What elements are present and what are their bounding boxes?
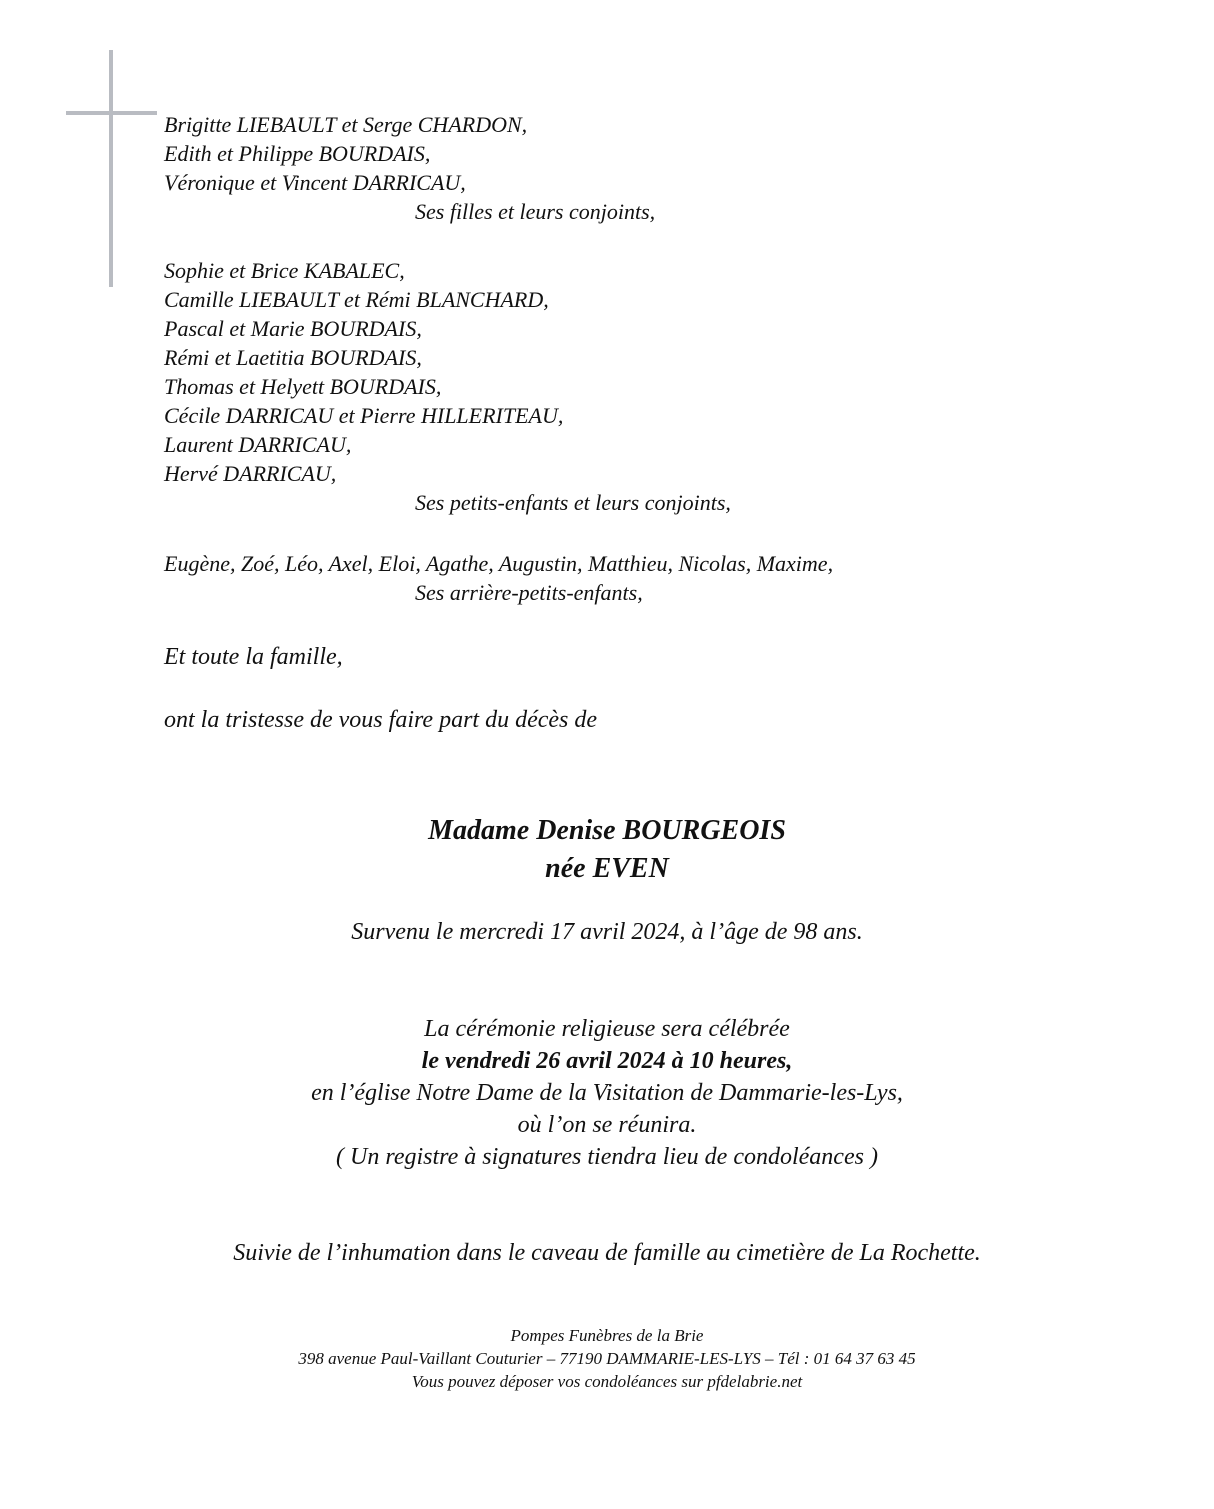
family-line: Et toute la famille,	[164, 644, 343, 670]
ceremony-place: en l’église Notre Dame de la Visitation de Dammarie-les-Lys,	[311, 1080, 903, 1106]
grandchild-line: Sophie et Brice KABALEC,	[164, 258, 405, 283]
daughter-line: Edith et Philippe BOURDAIS,	[164, 141, 431, 166]
footer-condolences: Vous pouvez déposer vos condoléances sur pfdelabrie.net	[411, 1372, 803, 1391]
great-grandchildren-block	[164, 549, 833, 607]
grandchildren-caption: Ses petits-enfants et leurs conjoints,	[415, 490, 731, 515]
grandchild-line: Thomas et Helyett BOURDAIS,	[164, 374, 442, 399]
deceased-maiden-name: née EVEN	[545, 853, 669, 884]
great-grandchildren-names: Eugène, Zoé, Léo, Axel, Eloi, Agathe, Augustin, Matthieu, Nicolas, Maxime,	[164, 551, 834, 576]
deceased-name: Madame Denise BOURGEOIS	[428, 815, 786, 846]
ceremony-registry-note: ( Un registre à signatures tiendra lieu de condoléances )	[336, 1144, 878, 1170]
footer-company: Pompes Funèbres de la Brie	[510, 1326, 704, 1345]
deceased-name-block	[0, 812, 1214, 888]
cross-horizontal-bar	[66, 111, 157, 115]
daughters-block	[164, 110, 655, 226]
announcement-line: ont la tristesse de vous faire part du décès de	[164, 707, 598, 733]
daughters-caption: Ses filles et leurs conjoints,	[415, 199, 656, 224]
burial-line: Suivie de l’inhumation dans le caveau de famille au cimetière de La Rochette.	[233, 1240, 981, 1266]
cross-vertical-bar	[109, 50, 113, 287]
grandchild-line: Rémi et Laetitia BOURDAIS,	[164, 345, 422, 370]
death-date-line: Survenu le mercredi 17 avril 2024, à l’âge de 98 ans.	[351, 919, 863, 945]
grandchild-line: Cécile DARRICAU et Pierre HILLERITEAU,	[164, 403, 564, 428]
footer	[0, 1324, 1214, 1393]
ceremony-date-time: le vendredi 26 avril 2024 à 10 heures,	[421, 1048, 793, 1074]
daughter-line: Véronique et Vincent DARRICAU,	[164, 170, 466, 195]
grandchild-line: Laurent DARRICAU,	[164, 432, 352, 457]
grandchildren-block	[164, 256, 731, 517]
ceremony-intro: La cérémonie religieuse sera célébrée	[424, 1016, 790, 1042]
grandchild-line: Hervé DARRICAU,	[164, 461, 337, 486]
ceremony-gathering: où l’on se réunira.	[517, 1112, 697, 1138]
grandchild-line: Pascal et Marie BOURDAIS,	[164, 316, 422, 341]
grandchild-line: Camille LIEBAULT et Rémi BLANCHARD,	[164, 287, 549, 312]
ceremony-block	[0, 1013, 1214, 1173]
great-grandchildren-caption: Ses arrière-petits-enfants,	[415, 580, 643, 605]
footer-address: 398 avenue Paul-Vaillant Couturier – 77190 DAMMARIE-LES-LYS – Tél : 01 64 37 63 45	[298, 1349, 916, 1368]
daughter-line: Brigitte LIEBAULT et Serge CHARDON,	[164, 112, 528, 137]
